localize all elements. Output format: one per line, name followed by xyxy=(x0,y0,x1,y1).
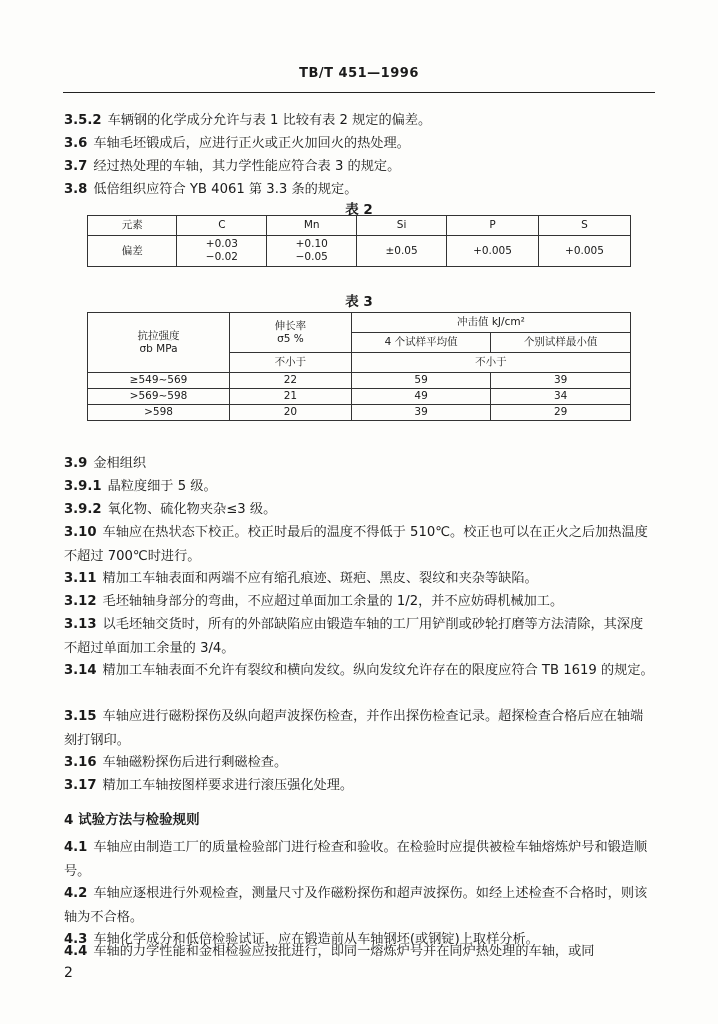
cell-line: +0.03 xyxy=(205,238,238,250)
clause-text: 精加工车轴按图样要求进行滚压强化处理。 xyxy=(102,778,354,793)
table-header-cell: C xyxy=(177,216,267,236)
table-2 xyxy=(87,215,631,267)
table-row xyxy=(88,389,631,405)
cell-line: −0.02 xyxy=(205,251,238,263)
clause-number: 3.6 xyxy=(64,136,88,151)
clause-4-1 xyxy=(64,836,656,883)
page-number: 2 xyxy=(64,965,73,981)
clause-text: 车轴毛坯锻成后，应进行正火或正火加回火的热处理。 xyxy=(93,136,410,151)
clause-text: 车轴磁粉探伤后进行剩磁检查。 xyxy=(102,755,288,770)
header-tensile-strength xyxy=(88,313,230,373)
clause-3-15 xyxy=(64,705,656,752)
clause-text: 以毛坯轴交货时，所有的外部缺陷应由锻造车轴的工厂用铲削或砂轮打磨等方法清除，其深度不超过单面加工余量的 3/4。 xyxy=(64,617,644,656)
clause-3-7 xyxy=(64,155,656,179)
clause-number: 4.1 xyxy=(64,840,88,855)
clause-number: 4.3 xyxy=(64,932,88,947)
clause-number: 4.4 xyxy=(64,944,88,959)
clause-number: 3.17 xyxy=(64,778,97,793)
clause-number: 3.5.2 xyxy=(64,113,102,128)
header-elongation xyxy=(230,313,352,353)
clause-4-4 xyxy=(64,940,656,964)
clause-text: 车轴应由制造工厂的质量检验部门进行检查和验收。在检验时应提供被检车轴熔炼炉号和锻造顺号。 xyxy=(64,840,648,879)
table-cell: >598 xyxy=(88,405,230,421)
table-cell xyxy=(267,236,357,267)
clause-3-11 xyxy=(64,567,656,591)
table-cell: 49 xyxy=(351,389,491,405)
clause-text: 车轴应逐根进行外观检查，测量尺寸及作磁粉探伤和超声波探伤。如经上述检查不合格时，则该轴为不合格。 xyxy=(64,886,648,925)
header-minimum: 个别试样最小值 xyxy=(491,333,631,353)
clause-number: 3.10 xyxy=(64,525,97,540)
clause-number: 3.15 xyxy=(64,709,97,724)
clause-3-9-2 xyxy=(64,498,656,522)
cell-line: −0.05 xyxy=(295,251,328,263)
clause-text: 车轴应进行磁粉探伤及纵向超声波探伤检查，并作出探伤检查记录。超探检查合格后应在轴端刻打钢印。 xyxy=(64,709,644,748)
clause-text: 车轴化学成分和低倍检验试证，应在锻造前从车轴钢坯(或钢锭)上取样分析。 xyxy=(93,932,539,947)
table-cell: >569~598 xyxy=(88,389,230,405)
clause-text: 金相组织 xyxy=(93,456,147,471)
table-cell: +0.005 xyxy=(538,236,630,267)
clause-text: 毛坯轴轴身部分的弯曲，不应超过单面加工余量的 1/2，并不应妨碍机械加工。 xyxy=(102,594,564,609)
header-average: 4 个试样平均值 xyxy=(351,333,491,353)
clause-4-2 xyxy=(64,882,656,929)
clause-3-13 xyxy=(64,613,656,660)
table-3 xyxy=(87,312,631,421)
header-rule xyxy=(63,92,655,93)
table-row xyxy=(88,373,631,389)
clause-text: 精加工车轴表面不允许有裂纹和横向发纹。纵向发纹允许存在的限度应符合 TB 1619 的规定。 xyxy=(102,663,654,678)
clause-number: 3.9 xyxy=(64,456,88,471)
table-cell: +0.005 xyxy=(447,236,539,267)
table-row-label: 偏差 xyxy=(88,236,177,267)
clause-text: 低倍组织应符合 YB 4061 第 3.3 条的规定。 xyxy=(93,182,358,197)
header-not-less-than: 不小于 xyxy=(230,353,352,373)
table-cell: ≥549~569 xyxy=(88,373,230,389)
header-not-less-than: 不小于 xyxy=(351,353,630,373)
clause-3-14 xyxy=(64,659,656,683)
table-row xyxy=(88,405,631,421)
clause-number: 3.9.2 xyxy=(64,502,102,517)
header-line: σ5 % xyxy=(277,332,304,345)
clause-number: 3.7 xyxy=(64,159,88,174)
table-header-cell: P xyxy=(447,216,539,236)
clause-number: 3.11 xyxy=(64,571,97,586)
table-cell: 29 xyxy=(491,405,631,421)
table-header-cell: S xyxy=(538,216,630,236)
table-3-caption: 表 3 xyxy=(345,294,373,310)
document-header: TB/T 451—1996 xyxy=(299,66,419,81)
section-heading: 4 试验方法与检验规则 xyxy=(64,812,200,828)
clause-number: 3.16 xyxy=(64,755,97,770)
table-header-cell: 元素 xyxy=(88,216,177,236)
clause-3-10 xyxy=(64,521,656,568)
table-cell xyxy=(177,236,267,267)
clause-text: 氧化物、硫化物夹杂≤3 级。 xyxy=(107,502,277,517)
clause-3-17 xyxy=(64,774,656,798)
clause-text: 车轴应在热状态下校正。校正时最后的温度不得低于 510℃。校正也可以在正火之后加热温度不超过 700℃时进行。 xyxy=(64,525,648,564)
clause-text: 车辆钢的化学成分允许与表 1 比较有表 2 规定的偏差。 xyxy=(107,113,432,128)
table-header-cell: Mn xyxy=(267,216,357,236)
clause-number: 3.13 xyxy=(64,617,97,632)
header-line: σb MPa xyxy=(139,342,178,355)
clause-3-6 xyxy=(64,132,656,156)
table-header-cell: Si xyxy=(357,216,447,236)
clause-3-9 xyxy=(64,452,656,476)
table-cell: 22 xyxy=(230,373,352,389)
table-cell: ±0.05 xyxy=(357,236,447,267)
clause-number: 4.2 xyxy=(64,886,88,901)
table-cell: 59 xyxy=(351,373,491,389)
clause-text: 精加工车轴表面和两端不应有缩孔痕迹、斑疤、黑皮、裂纹和夹杂等缺陷。 xyxy=(102,571,538,586)
clause-number: 3.9.1 xyxy=(64,479,102,494)
clause-3-9-1 xyxy=(64,475,656,499)
header-line: 伸长率 xyxy=(274,319,307,332)
clause-3-5-2 xyxy=(64,109,656,133)
table-cell: 20 xyxy=(230,405,352,421)
header-line: 抗拉强度 xyxy=(137,329,180,342)
clause-text: 经过热处理的车轴，其力学性能应符合表 3 的规定。 xyxy=(93,159,401,174)
clause-text: 车轴的力学性能和金相检验应按批进行，即同一熔炼炉号并在同炉热处理的车轴，或同 xyxy=(93,944,595,959)
table-cell: 34 xyxy=(491,389,631,405)
header-impact: 冲击值 kJ/cm² xyxy=(351,313,630,333)
clause-number: 3.8 xyxy=(64,182,88,197)
clause-text: 晶粒度细于 5 级。 xyxy=(107,479,217,494)
table-cell: 39 xyxy=(351,405,491,421)
table-2-caption: 表 2 xyxy=(345,202,373,218)
clause-number: 3.14 xyxy=(64,663,97,678)
table-cell: 21 xyxy=(230,389,352,405)
clause-3-12 xyxy=(64,590,656,614)
cell-line: +0.10 xyxy=(295,238,328,250)
clause-number: 3.12 xyxy=(64,594,97,609)
table-cell: 39 xyxy=(491,373,631,389)
clause-3-16 xyxy=(64,751,656,775)
